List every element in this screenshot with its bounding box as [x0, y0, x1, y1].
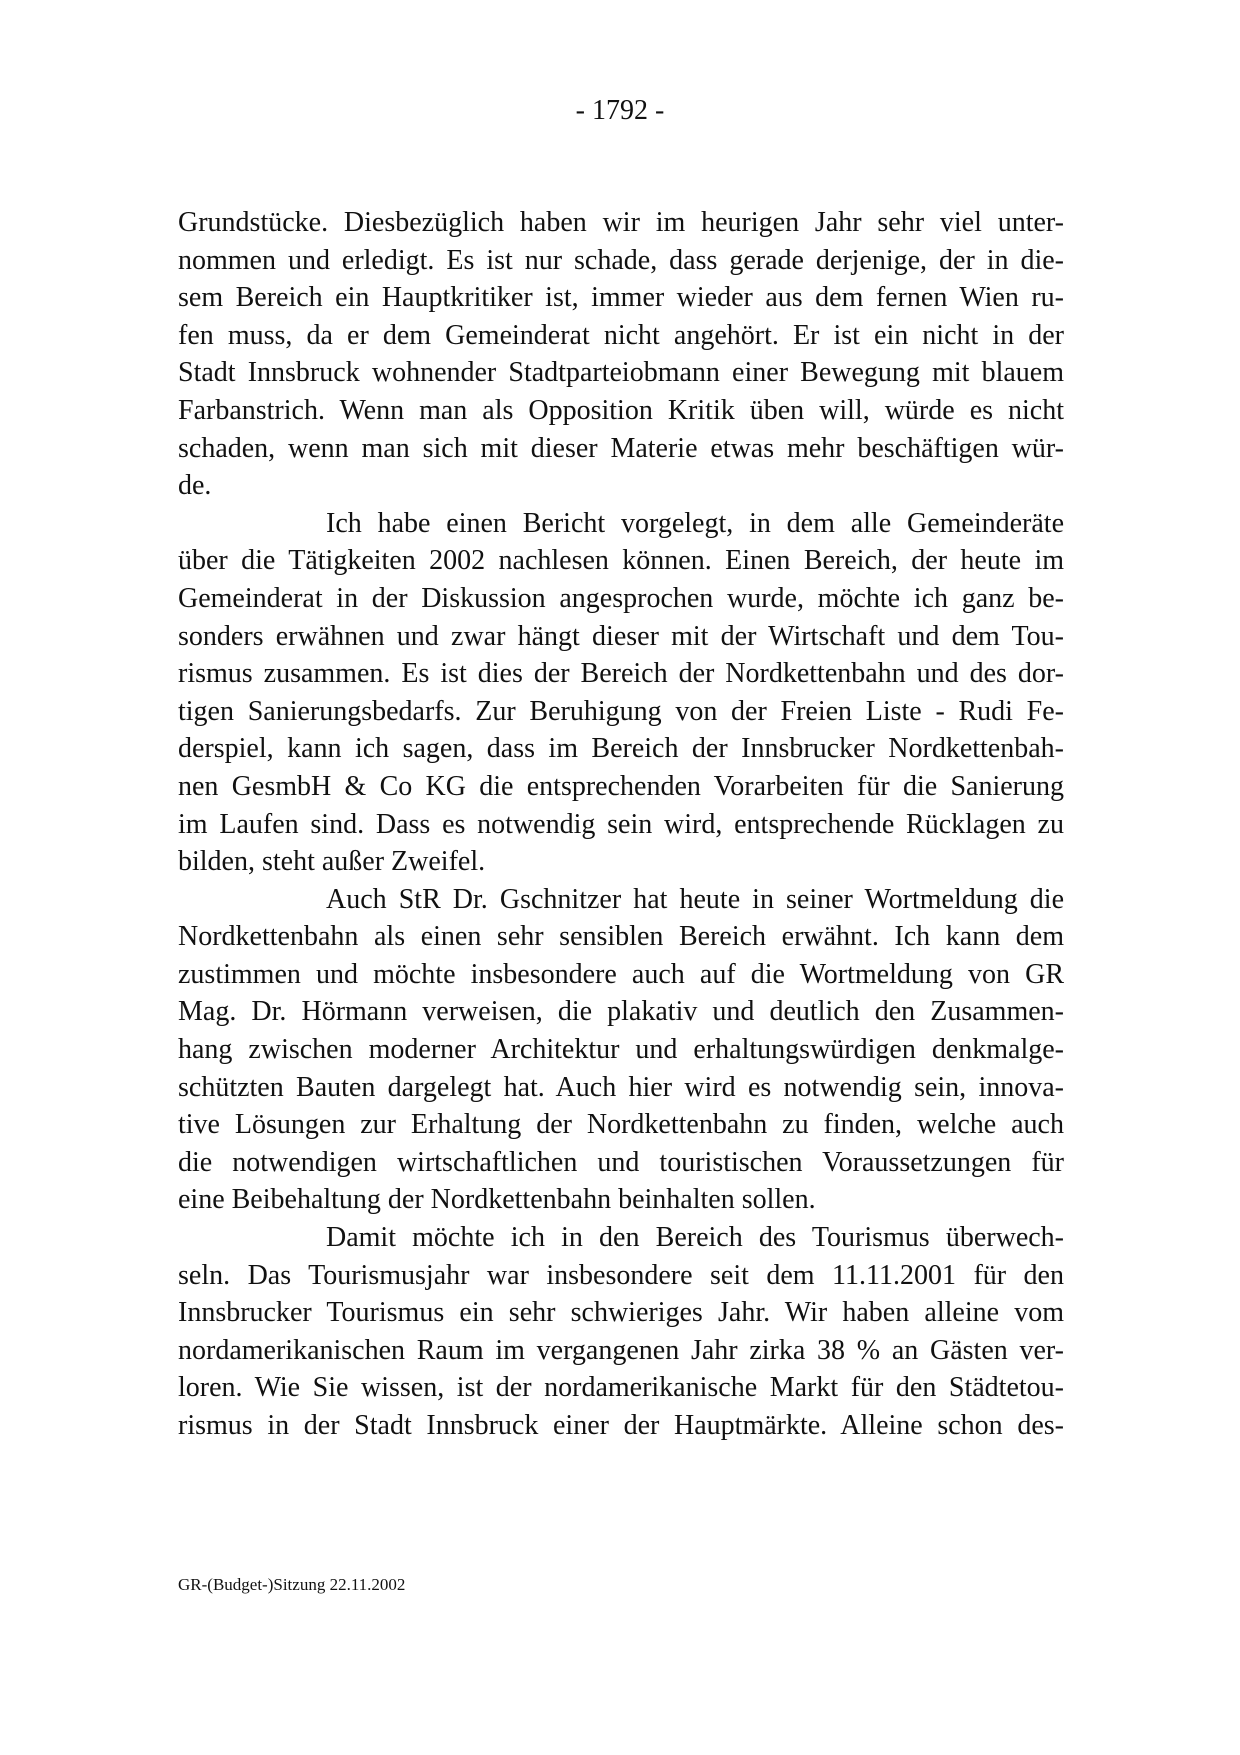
text-line: Damit möchte ich in den Bereich des Tourismus überwech- [326, 1222, 1064, 1254]
text-line: die notwendigen wirtschaftlichen und touristischen Voraussetzungen für [178, 1146, 1064, 1178]
body-text [178, 204, 1064, 1445]
text-line: Farbanstrich. Wenn man als Opposition Kritik üben will, würde es nicht [178, 394, 1064, 426]
text-line: sonders erwähnen und zwar hängt dieser mit der Wirtschaft und dem Tou- [178, 620, 1064, 652]
page-number: - 1792 - [575, 95, 665, 126]
text-line: bilden, steht außer Zweifel. [178, 846, 486, 878]
text-line: nen GesmbH & Co KG die entsprechenden Vorarbeiten für die Sanierung [178, 770, 1064, 802]
text-line: Ich habe einen Bericht vorgelegt, in dem alle Gemeinderäte [326, 507, 1064, 539]
text-line: Nordkettenbahn als einen sehr sensiblen Bereich erwähnt. Ich kann dem [178, 921, 1064, 953]
text-line: fen muss, da er dem Gemeinderat nicht angehört. Er ist ein nicht in der [178, 319, 1064, 351]
text-line: nommen und erledigt. Es ist nur schade, dass gerade derjenige, der in die- [178, 244, 1064, 276]
text-line: zustimmen und möchte insbesondere auch auf die Wortmeldung von GR [178, 958, 1064, 990]
footer: GR-(Budget-)Sitzung 22.11.2002 [178, 1575, 406, 1594]
text-line: de. [178, 470, 212, 502]
text-line: Auch StR Dr. Gschnitzer hat heute in seiner Wortmeldung die [326, 883, 1064, 915]
text-line: derspiel, kann ich sagen, dass im Bereich der Innsbrucker Nordkettenbah- [178, 733, 1064, 765]
text-line: rismus in der Stadt Innsbruck einer der Hauptmärkte. Alleine schon des- [178, 1410, 1064, 1441]
text-line: Grundstücke. Diesbezüglich haben wir im heurigen Jahr sehr viel unter- [178, 207, 1064, 238]
text-line: Stadt Innsbruck wohnender Stadtparteiobmann einer Bewegung mit blauem [178, 357, 1064, 389]
text-line: rismus zusammen. Es ist dies der Bereich der Nordkettenbahn und des dor- [178, 658, 1064, 690]
text-line: Mag. Dr. Hörmann verweisen, die plakativ und deutlich den Zusammen- [178, 996, 1064, 1028]
text-line: seln. Das Tourismusjahr war insbesondere seit dem 11.11.2001 für den [178, 1259, 1064, 1291]
text-line: über die Tätigkeiten 2002 nachlesen können. Einen Bereich, der heute im [178, 545, 1064, 577]
text-line: Innsbrucker Tourismus ein sehr schwieriges Jahr. Wir haben alleine vom [178, 1297, 1064, 1329]
text-line: Gemeinderat in der Diskussion angesprochen wurde, möchte ich ganz be- [178, 582, 1064, 614]
text-line: tigen Sanierungsbedarfs. Zur Beruhigung von der Freien Liste - Rudi Fe- [178, 695, 1064, 727]
text-line: schützten Bauten dargelegt hat. Auch hier wird es notwendig sein, innova- [178, 1071, 1064, 1103]
text-line: eine Beibehaltung der Nordkettenbahn beinhalten sollen. [178, 1184, 816, 1216]
text-line: hang zwischen moderner Architektur und erhaltungswürdigen denkmalge- [178, 1034, 1064, 1066]
text-line: nordamerikanischen Raum im vergangenen Jahr zirka 38 % an Gästen ver- [178, 1334, 1064, 1366]
text-line: sem Bereich ein Hauptkritiker ist, immer wieder aus dem fernen Wien ru- [178, 282, 1064, 314]
text-line: schaden, wenn man sich mit dieser Materie etwas mehr beschäftigen wür- [178, 432, 1064, 464]
text-line: loren. Wie Sie wissen, ist der nordamerikanische Markt für den Städtetou- [178, 1372, 1064, 1404]
text-line: im Laufen sind. Dass es notwendig sein wird, entsprechende Rücklagen zu [178, 808, 1064, 840]
text-line: tive Lösungen zur Erhaltung der Nordkettenbahn zu finden, welche auch [178, 1109, 1064, 1141]
